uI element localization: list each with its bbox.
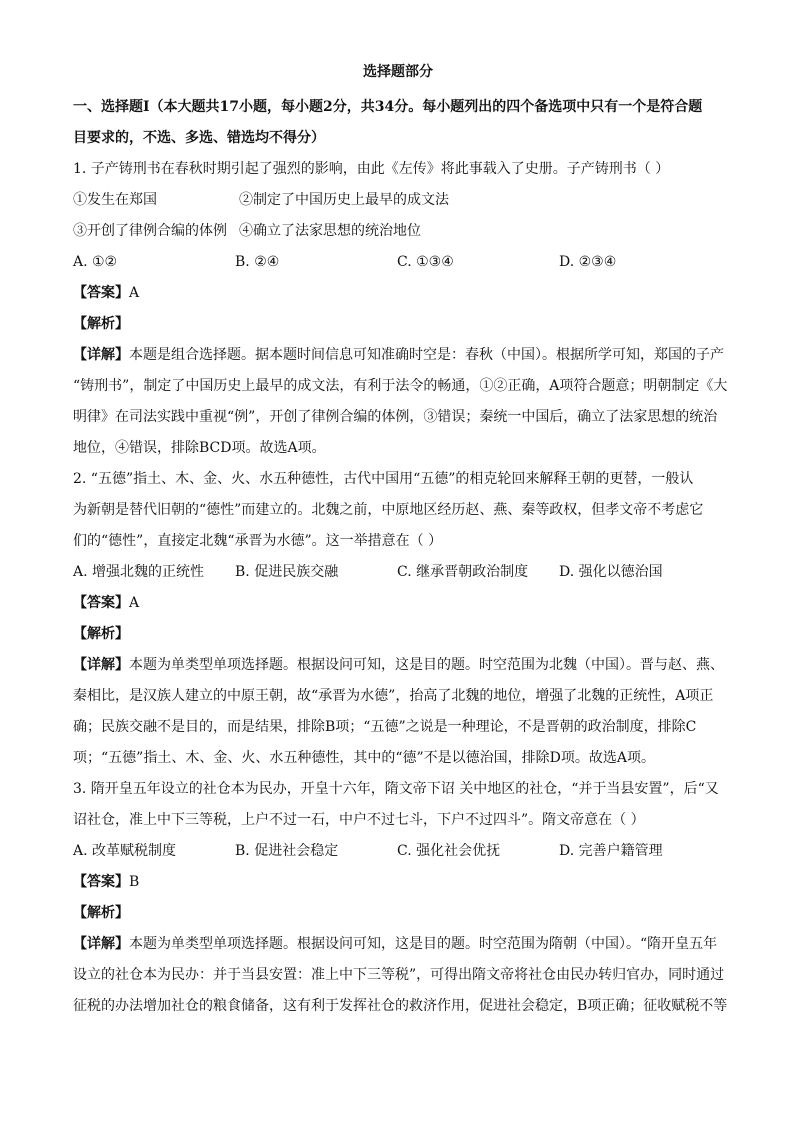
q2-analysis-tag: 【解析】	[73, 626, 129, 642]
instructions-line-2: 目要求的，不选、多选、错选均不得分）	[73, 130, 325, 146]
q3-detail-tag: 【详解】	[73, 936, 129, 952]
q3-options	[73, 841, 723, 861]
q1-item-2: ②制定了中国历史上最早的成文法	[239, 192, 449, 208]
q1-options	[73, 252, 723, 272]
q2-stem-line-2: 为新朝是替代旧朝的“德性”而建立的。北魏之前，中原地区经历赵、燕、秦等政权，但孝文帝不考虑它	[73, 502, 704, 518]
q2-stem-line-3: 们的“德性”，直接定北魏“承晋为水德”。这一举措意在（ ）	[73, 533, 443, 549]
q3-detail-line-2: 设立的社仓本为民办：并于当县安置：准上中下三等税”，可得出隋文帝将社仓由民办转归官办，同时通过	[73, 967, 725, 983]
q3-analysis-tag: 【解析】	[73, 905, 129, 921]
q1-detail-line-3: 明律》在司法实践中重视“例”，开创了律例合编的体例，③错误；秦统一中国后，确立了法家思想的统治	[73, 409, 718, 425]
section-title: 选择题部分	[363, 64, 433, 80]
q3-detail-text-1: 本题为单类型单项选择题。根据设问可知，这是目的题。时空范围为隋朝（中国）。“隋开皇五年	[129, 936, 718, 952]
q1-items-row-2	[73, 221, 723, 241]
q2-option-a: A. 增强北魏的正统性	[73, 564, 205, 580]
q1-detail-tag: 【详解】	[73, 347, 129, 363]
q2-detail-line-1	[73, 655, 723, 675]
q1-option-d: D. ②③④	[559, 254, 617, 270]
q1-stem: 1. 子产铸刑书在春秋时期引起了强烈的影响，由此《左传》将此事载入了史册。子产铸刑书（ ）	[73, 161, 670, 177]
q1-item-3: ③开创了律例合编的体例	[73, 223, 227, 239]
q1-option-c: C. ①③④	[397, 254, 454, 270]
q2-answer	[73, 593, 723, 613]
q1-analysis-tag: 【解析】	[73, 316, 129, 332]
instructions-line-1: 一、选择题Ⅰ（本大题共17小题，每小题2分，共34分。每小题列出的四个备选项中只有一个是符合题	[73, 99, 703, 115]
q2-detail-text-1: 本题为单类型单项选择题。根据设问可知，这是目的题。时空范围为北魏（中国）。晋与赵、燕、	[129, 657, 724, 673]
q2-detail-tag: 【详解】	[73, 657, 129, 673]
q1-option-a: A. ①②	[73, 254, 118, 270]
q2-option-d: D. 强化以德治国	[559, 564, 663, 580]
q3-answer-value: B	[129, 874, 140, 890]
q1-detail-line-1	[73, 345, 723, 365]
q3-detail-line-1	[73, 934, 723, 954]
q2-option-c: C. 继承晋朝政治制度	[397, 564, 529, 580]
q2-detail-line-2: 秦相比，是汉族人建立的中原王朝，故“承晋为水德”，抬高了北魏的地位，增强了北魏的正统性，A项正	[73, 688, 714, 704]
q2-answer-value: A	[129, 595, 140, 611]
q3-detail-line-3: 征税的办法增加社仓的粮食储备，这有利于发挥社仓的救济作用，促进社会稳定，B项正确；征收赋税不等	[73, 998, 728, 1014]
document-page	[73, 62, 728, 1016]
q3-option-c: C. 强化社会优抚	[397, 843, 501, 859]
q1-items-row-1	[73, 190, 723, 210]
q3-option-b: B. 促进社会稳定	[235, 843, 339, 859]
q2-answer-tag: 【答案】	[73, 595, 129, 611]
q2-options	[73, 562, 723, 582]
q1-item-1: ①发生在郑国	[73, 192, 157, 208]
q2-detail-line-3: 确；民族交融不是目的，而是结果，排除B项；“五德”之说是一种理论，不是晋朝的政治制度，排除C	[73, 719, 697, 735]
q3-option-d: D. 完善户籍管理	[559, 843, 663, 859]
q1-detail-line-4: 地位，④错误，排除BCD项。故选A项。	[73, 440, 326, 456]
q1-option-b: B. ②④	[235, 254, 280, 270]
q2-option-b: B. 促进民族交融	[235, 564, 339, 580]
q3-answer	[73, 872, 723, 892]
q1-answer-tag: 【答案】	[73, 285, 129, 301]
q3-option-a: A. 改革赋税制度	[73, 843, 177, 859]
q1-answer	[73, 283, 723, 303]
q2-stem-line-1: 2. “五德”指土、木、金、火、水五种德性，古代中国用“五德”的相克轮回来解释王朝的更替，一般认	[73, 471, 694, 487]
q1-detail-text-1: 本题是组合选择题。据本题时间信息可知准确时空是：春秋（中国）。根据所学可知，郑国的子产	[129, 347, 724, 363]
q2-detail-line-4: 项；“五德”指土、木、金、火、水五种德性，其中的“德”不是以德治国，排除D项。故选A项。	[73, 750, 655, 766]
q1-detail-line-2: “铸刑书”，制定了中国历史上最早的成文法，有利于法令的畅通，①②正确，A项符合题意；明朝制定《大	[73, 378, 728, 394]
q3-answer-tag: 【答案】	[73, 874, 129, 890]
q1-item-4: ④确立了法家思想的统治地位	[239, 223, 421, 239]
q3-stem-line-1: 3. 隋开皇五年设立的社仓本为民办，开皇十六年，隋文帝下诏 关中地区的社仓，“并于当县安置”，后“又	[73, 781, 719, 797]
q1-answer-value: A	[129, 285, 140, 301]
q3-stem-line-2: 诏社仓，准上中下三等税，上户不过一石，中户不过七斗，下户不过四斗”。隋文帝意在（ ）	[73, 812, 645, 828]
